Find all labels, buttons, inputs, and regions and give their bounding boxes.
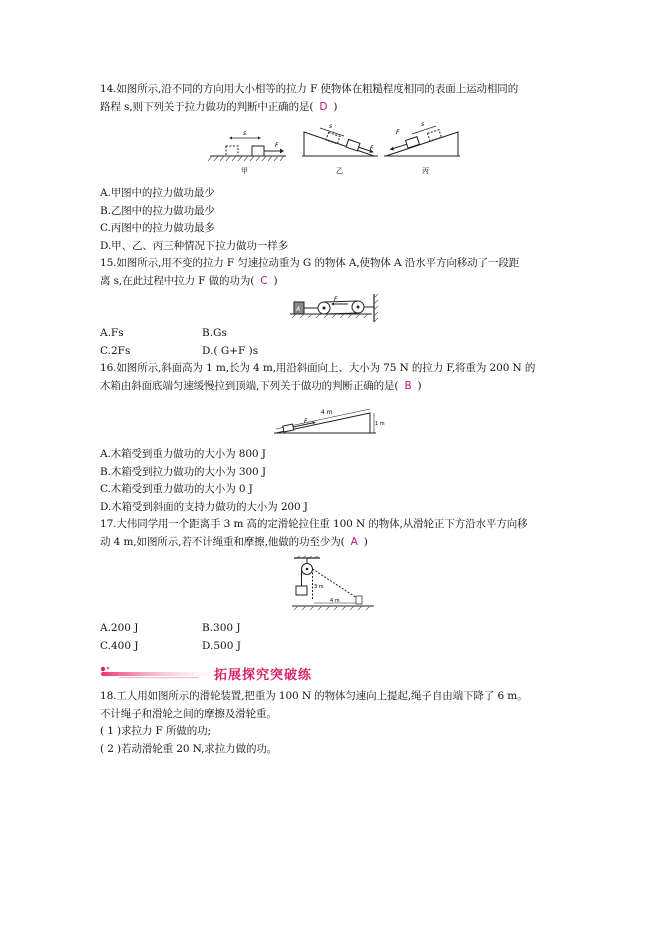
q14-option-a: A.甲图中的拉力做功最少 bbox=[100, 187, 215, 199]
q14-fig-F-label-2: F bbox=[370, 145, 374, 152]
q14-fig-s-label-1: s bbox=[243, 130, 247, 137]
q17-answer: A bbox=[350, 536, 358, 548]
q17-stem-line1: 17.大伟同学用一个距离手 3 m 高的定滑轮拉住重 100 N 的物体,从滑轮正下方沿水平方向移 bbox=[100, 518, 528, 530]
q17-paren-close: ) bbox=[363, 536, 368, 548]
q15-stem-line1: 15.如图所示,用不变的拉力 F 匀速拉动重为 G 的物体 A,使物体 A 沿水平方向移动了一段距 bbox=[100, 257, 520, 269]
q15-figure bbox=[288, 294, 380, 322]
q15-stem-text: 离 s,在此过程中拉力 F 做的功为( bbox=[100, 275, 255, 287]
q14-fig-s-label-2: s bbox=[329, 123, 333, 130]
q18-stem-line2: 不计绳子和滑轮之间的摩擦及滑轮重。 bbox=[100, 708, 277, 720]
q14-answer: D bbox=[319, 101, 328, 113]
q15-option-b: B.Gs bbox=[202, 327, 227, 339]
q14-option-d: D.甲、乙、丙三种情况下拉力做功一样多 bbox=[100, 240, 288, 252]
section-banner-decoration bbox=[99, 664, 211, 684]
q18-stem-line1: 18.工人用如图所示的滑轮装置,把重为 100 N 的物体匀速向上提起,绳子自由端下降了 6 m。 bbox=[100, 690, 528, 702]
q14-option-b: B.乙图中的拉力做功最少 bbox=[100, 205, 215, 217]
q16-option-b: B.木箱受到拉力做功的大小为 300 J bbox=[100, 466, 266, 478]
q14-stem-text: 路程 s,则下列关于拉力做功的判断中正确的是( bbox=[100, 101, 314, 113]
q18-subquestion-1: ( 1 )求拉力 F 所做的功; bbox=[100, 725, 211, 737]
q16-option-a: A.木箱受到重力做功的大小为 800 J bbox=[100, 448, 266, 460]
section-title: 拓展探究突破练 bbox=[214, 668, 313, 683]
q14-paren-close: ) bbox=[333, 101, 338, 113]
q15-paren-close: ) bbox=[273, 275, 278, 287]
q17-stem-line2 bbox=[100, 535, 368, 549]
q17-option-b: B.300 J bbox=[202, 622, 241, 634]
q16-fig-height-label: 1 m bbox=[375, 421, 385, 427]
q15-fig-F-label: F bbox=[334, 296, 338, 303]
q14-option-c: C.丙图中的拉力做功最多 bbox=[100, 222, 215, 234]
q16-paren-close: ) bbox=[417, 380, 422, 392]
q16-figure bbox=[272, 403, 385, 437]
q15-option-c: C.2Fs bbox=[100, 345, 131, 357]
q17-stem-text: 动 4 m,如图所示,若不计绳重和摩擦,他做的功至少为( bbox=[100, 536, 345, 548]
q14-fig-F-label-1: F bbox=[275, 142, 279, 149]
q16-stem-line2 bbox=[100, 379, 422, 393]
q15-option-d: D.( G+F )s bbox=[202, 345, 259, 357]
q15-fig-A-label: A bbox=[296, 306, 301, 313]
q16-option-d: D.木箱受到斜面的支持力做功的大小为 200 J bbox=[100, 501, 308, 513]
q17-figure bbox=[290, 556, 376, 614]
q17-fig-width-label: 4 m bbox=[330, 598, 340, 604]
q14-stem-line2 bbox=[100, 100, 337, 114]
q17-option-a: A.200 J bbox=[100, 622, 139, 634]
q14-label-jia: 甲 bbox=[241, 167, 248, 175]
q14-label-bing: 丙 bbox=[422, 167, 429, 175]
q15-stem-line2 bbox=[100, 274, 277, 288]
q16-fig-F-label: F bbox=[304, 418, 308, 425]
q17-option-c: C.400 J bbox=[100, 640, 139, 652]
q15-answer: C bbox=[260, 275, 268, 287]
q18-subquestion-2: ( 2 )若动滑轮重 20 N,求拉力做的功。 bbox=[100, 743, 278, 755]
q16-stem-line1: 16.如图所示,斜面高为 1 m,长为 4 m,用沿斜面向上、大小为 75 N 的拉力 F,将重为 200 N 的 bbox=[100, 362, 536, 374]
q15-option-a: A.Fs bbox=[100, 327, 124, 339]
q14-label-yi: 乙 bbox=[336, 167, 343, 175]
q17-option-d: D.500 J bbox=[202, 640, 241, 652]
q14-fig-s-label-3: s bbox=[421, 121, 425, 128]
q14-stem-line1: 14.如图所示,沿不同的方向用大小相等的拉力 F 使物体在粗糙程度相同的表面上运动相同的 bbox=[100, 83, 519, 95]
q16-answer: B bbox=[404, 380, 412, 392]
q17-fig-height-label: 3 m bbox=[314, 584, 324, 590]
q14-figure bbox=[208, 120, 460, 178]
q14-fig-F-label-3: F bbox=[396, 129, 400, 136]
q16-stem-text: 木箱由斜面底端匀速缓慢拉到顶端,下列关于做功的判断正确的是( bbox=[100, 380, 399, 392]
q16-option-c: C.木箱受到重力做功的大小为 0 J bbox=[100, 483, 253, 495]
q16-fig-length-label: 4 m bbox=[321, 409, 333, 416]
